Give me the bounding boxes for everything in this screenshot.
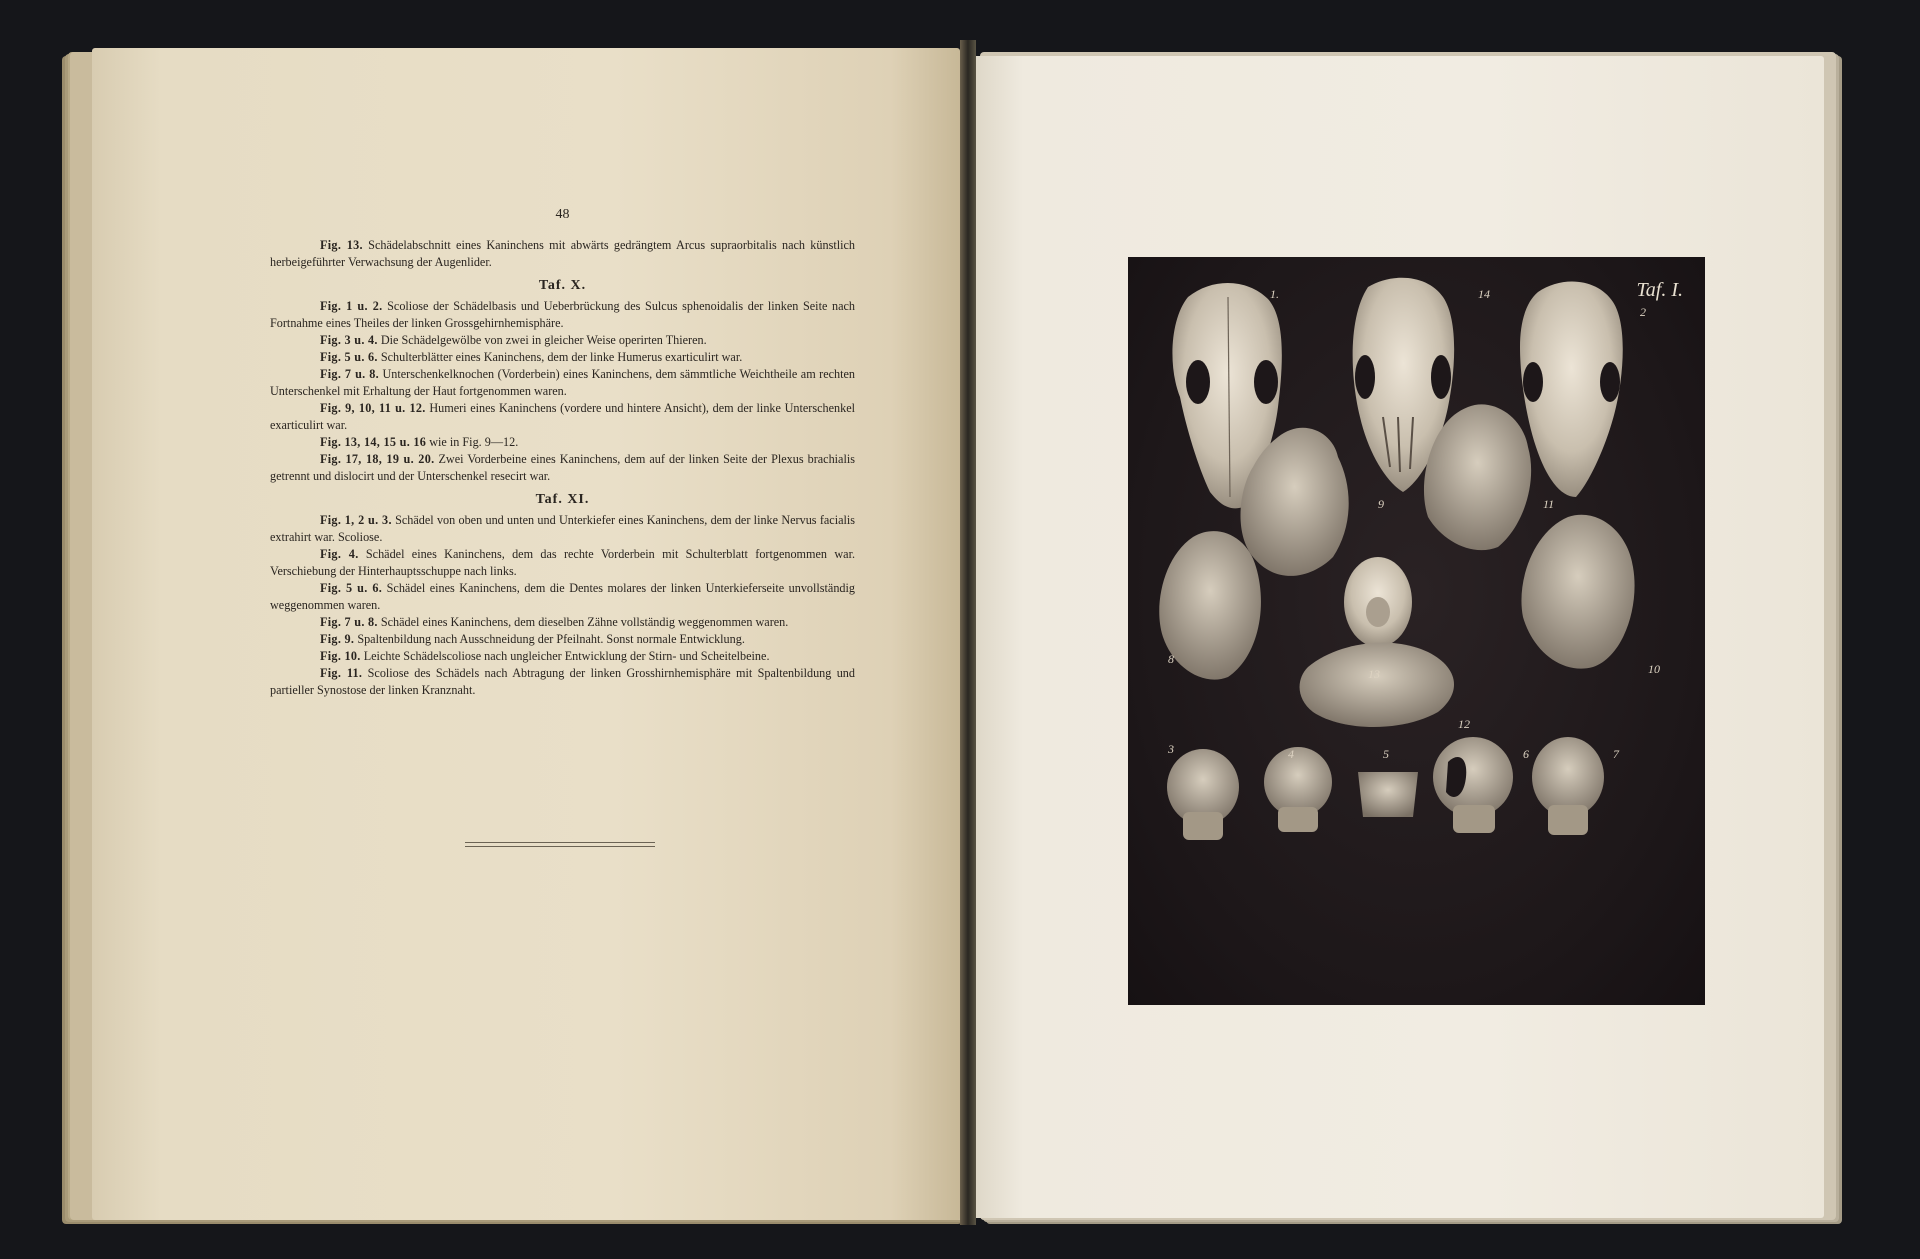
fig-number-2: 2 [1640, 305, 1646, 319]
figure-description: Zwei Vorderbeine eines Kaninchens, dem auf der linken Seite der Plexus brachialis getrennt und dislocirt und der Unterschenkel resecirt war. [270, 452, 855, 483]
skull-cap-figure-6 [1433, 737, 1513, 833]
figure-ref: Fig. 13, 14, 15 u. 16 [320, 435, 427, 449]
figure-caption [270, 298, 855, 332]
figure-ref: Fig. 10. [320, 649, 361, 663]
figure-ref: Fig. 17, 18, 19 u. 20. [320, 452, 435, 466]
fig-number-5: 5 [1383, 747, 1389, 761]
figure-description: Humeri eines Kaninchens (vordere und hintere Ansicht), dem der linke Unterschenkel exarticulirt war. [270, 401, 855, 432]
figure-description: Die Schädelgewölbe von zwei in gleicher Weise operirten Thieren. [377, 333, 707, 347]
figure-caption [270, 332, 855, 349]
skull-figure-2 [1520, 282, 1623, 497]
fig-number-14: 14 [1478, 287, 1490, 301]
bone-figure-13 [1344, 557, 1412, 647]
bone-figure-12 [1300, 643, 1454, 727]
page-number: 48 [555, 207, 570, 222]
fig-number-7: 7 [1613, 747, 1619, 761]
figure-caption [270, 512, 855, 546]
skull-cap-figure-7 [1532, 737, 1604, 835]
fig-number-6: 6 [1523, 747, 1529, 761]
section-heading-taf-xi: Taf. XI. [535, 492, 590, 507]
figure-caption [270, 366, 855, 400]
figure-ref: Fig. 7 u. 8. [320, 367, 379, 381]
figure-description: wie in Fig. 9—12. [426, 435, 519, 449]
figure-caption [270, 631, 855, 648]
figure-ref: Fig. 11. [320, 666, 363, 680]
figure-caption [270, 648, 855, 665]
fig-number-10: 10 [1648, 662, 1660, 676]
figure-description: Scoliose des Schädels nach Abtragung der linken Grosshirnhemisphäre mit Spaltenbildung und partieller Synostose der linken Kranznaht. [270, 666, 855, 697]
section-taf-xi [270, 512, 855, 699]
figure-ref: Fig. 5 u. 6. [320, 350, 378, 364]
figure-ref: Fig. 3 u. 4. [320, 333, 378, 347]
figure-caption [270, 665, 855, 699]
skull-cap-figure-5 [1358, 772, 1418, 817]
fig-number-12: 12 [1458, 717, 1470, 731]
figure-description: Leichte Schädelscoliose nach ungleicher Entwicklung der Stirn- und Scheitelbeine. [360, 649, 770, 663]
book-gutter [960, 40, 976, 1225]
fig-number-11: 11 [1543, 497, 1555, 511]
bone-figure-8 [1159, 531, 1261, 679]
figure-ref: Fig. 1 u. 2. [320, 299, 383, 313]
plate-title: Taf. I. [1636, 279, 1683, 301]
figure-description: Unterschenkelknochen (Vorderbein) eines Kaninchens, dem sämmtliche Weichtheile am rechten Unterschenkel mit Erhaltung der Haut fortgenommen waren. [270, 367, 855, 398]
figure-caption [270, 546, 855, 580]
left-page-text [270, 206, 855, 699]
fig-number-4: 4 [1288, 747, 1294, 761]
figure-caption: Fig. 13. Schädelabschnitt eines Kaninchens mit abwärts gedrängtem Arcus supraorbitalis nach künstlich herbeigeführter Verwachsung der Augenlider. [270, 238, 855, 269]
figure-description: Schulterblätter eines Kaninchens, dem der linke Humerus exarticulirt war. [377, 350, 743, 364]
bone-figure-10 [1521, 515, 1634, 669]
figure-ref: Fig. 4. [320, 547, 359, 561]
figure-caption [270, 451, 855, 485]
figure-caption [270, 580, 855, 614]
figure-description: Scoliose der Schädelbasis und Ueberbrückung des Sulcus sphenoidalis der linken Seite nach Fortnahme eines Theiles der linken Grossgehirnhemisphäre. [270, 299, 855, 330]
skull-cap-figure-3 [1167, 749, 1239, 840]
figure-ref: Fig. 1, 2 u. 3. [320, 513, 392, 527]
fig-number-8: 8 [1168, 652, 1174, 666]
figure-caption [270, 400, 855, 434]
fig-number-1: 1. [1270, 287, 1279, 301]
skull-cap-figure-4 [1264, 747, 1332, 832]
figure-caption [270, 349, 855, 366]
section-heading-taf-x: Taf. X. [538, 278, 587, 293]
figure-ref: Fig. 9, 10, 11 u. 12. [320, 401, 426, 415]
figure-description: Schädel eines Kaninchens, dem die Dentes molares der linken Unterkieferseite unvollständig weggenommen waren. [270, 581, 856, 612]
fig-number-9: 9 [1378, 497, 1384, 511]
photographic-plate [1128, 257, 1705, 1005]
fig-number-13: 13 [1368, 667, 1380, 681]
end-rule [465, 842, 655, 847]
figure-description: Schädel eines Kaninchens, dem dieselben Zähne vollständig weggenommen waren. [377, 615, 789, 629]
section-taf-x [270, 298, 855, 485]
figure-ref: Fig. 7 u. 8. [320, 615, 378, 629]
fig-number-3: 3 [1168, 742, 1174, 756]
figure-ref: Fig. 5 u. 6. [320, 581, 383, 595]
figure-ref: Fig. 9. [320, 632, 355, 646]
plate-illustration [1128, 257, 1705, 1005]
figure-caption [270, 434, 855, 451]
figure-description: Schädel von oben und unten und Unterkiefer eines Kaninchens, dem der linke Nervus facialis extrahirt war. Scoliose. [270, 513, 856, 544]
figure-description: Spaltenbildung nach Ausschneidung der Pfeilnaht. Sonst normale Entwicklung. [354, 632, 745, 646]
figure-description: Schädel eines Kaninchens, dem das rechte Vorderbein mit Schulterblatt fortgenommen war. Verschiebung der Hinterhauptsschuppe nach links. [270, 547, 855, 578]
figure-caption [270, 614, 855, 631]
